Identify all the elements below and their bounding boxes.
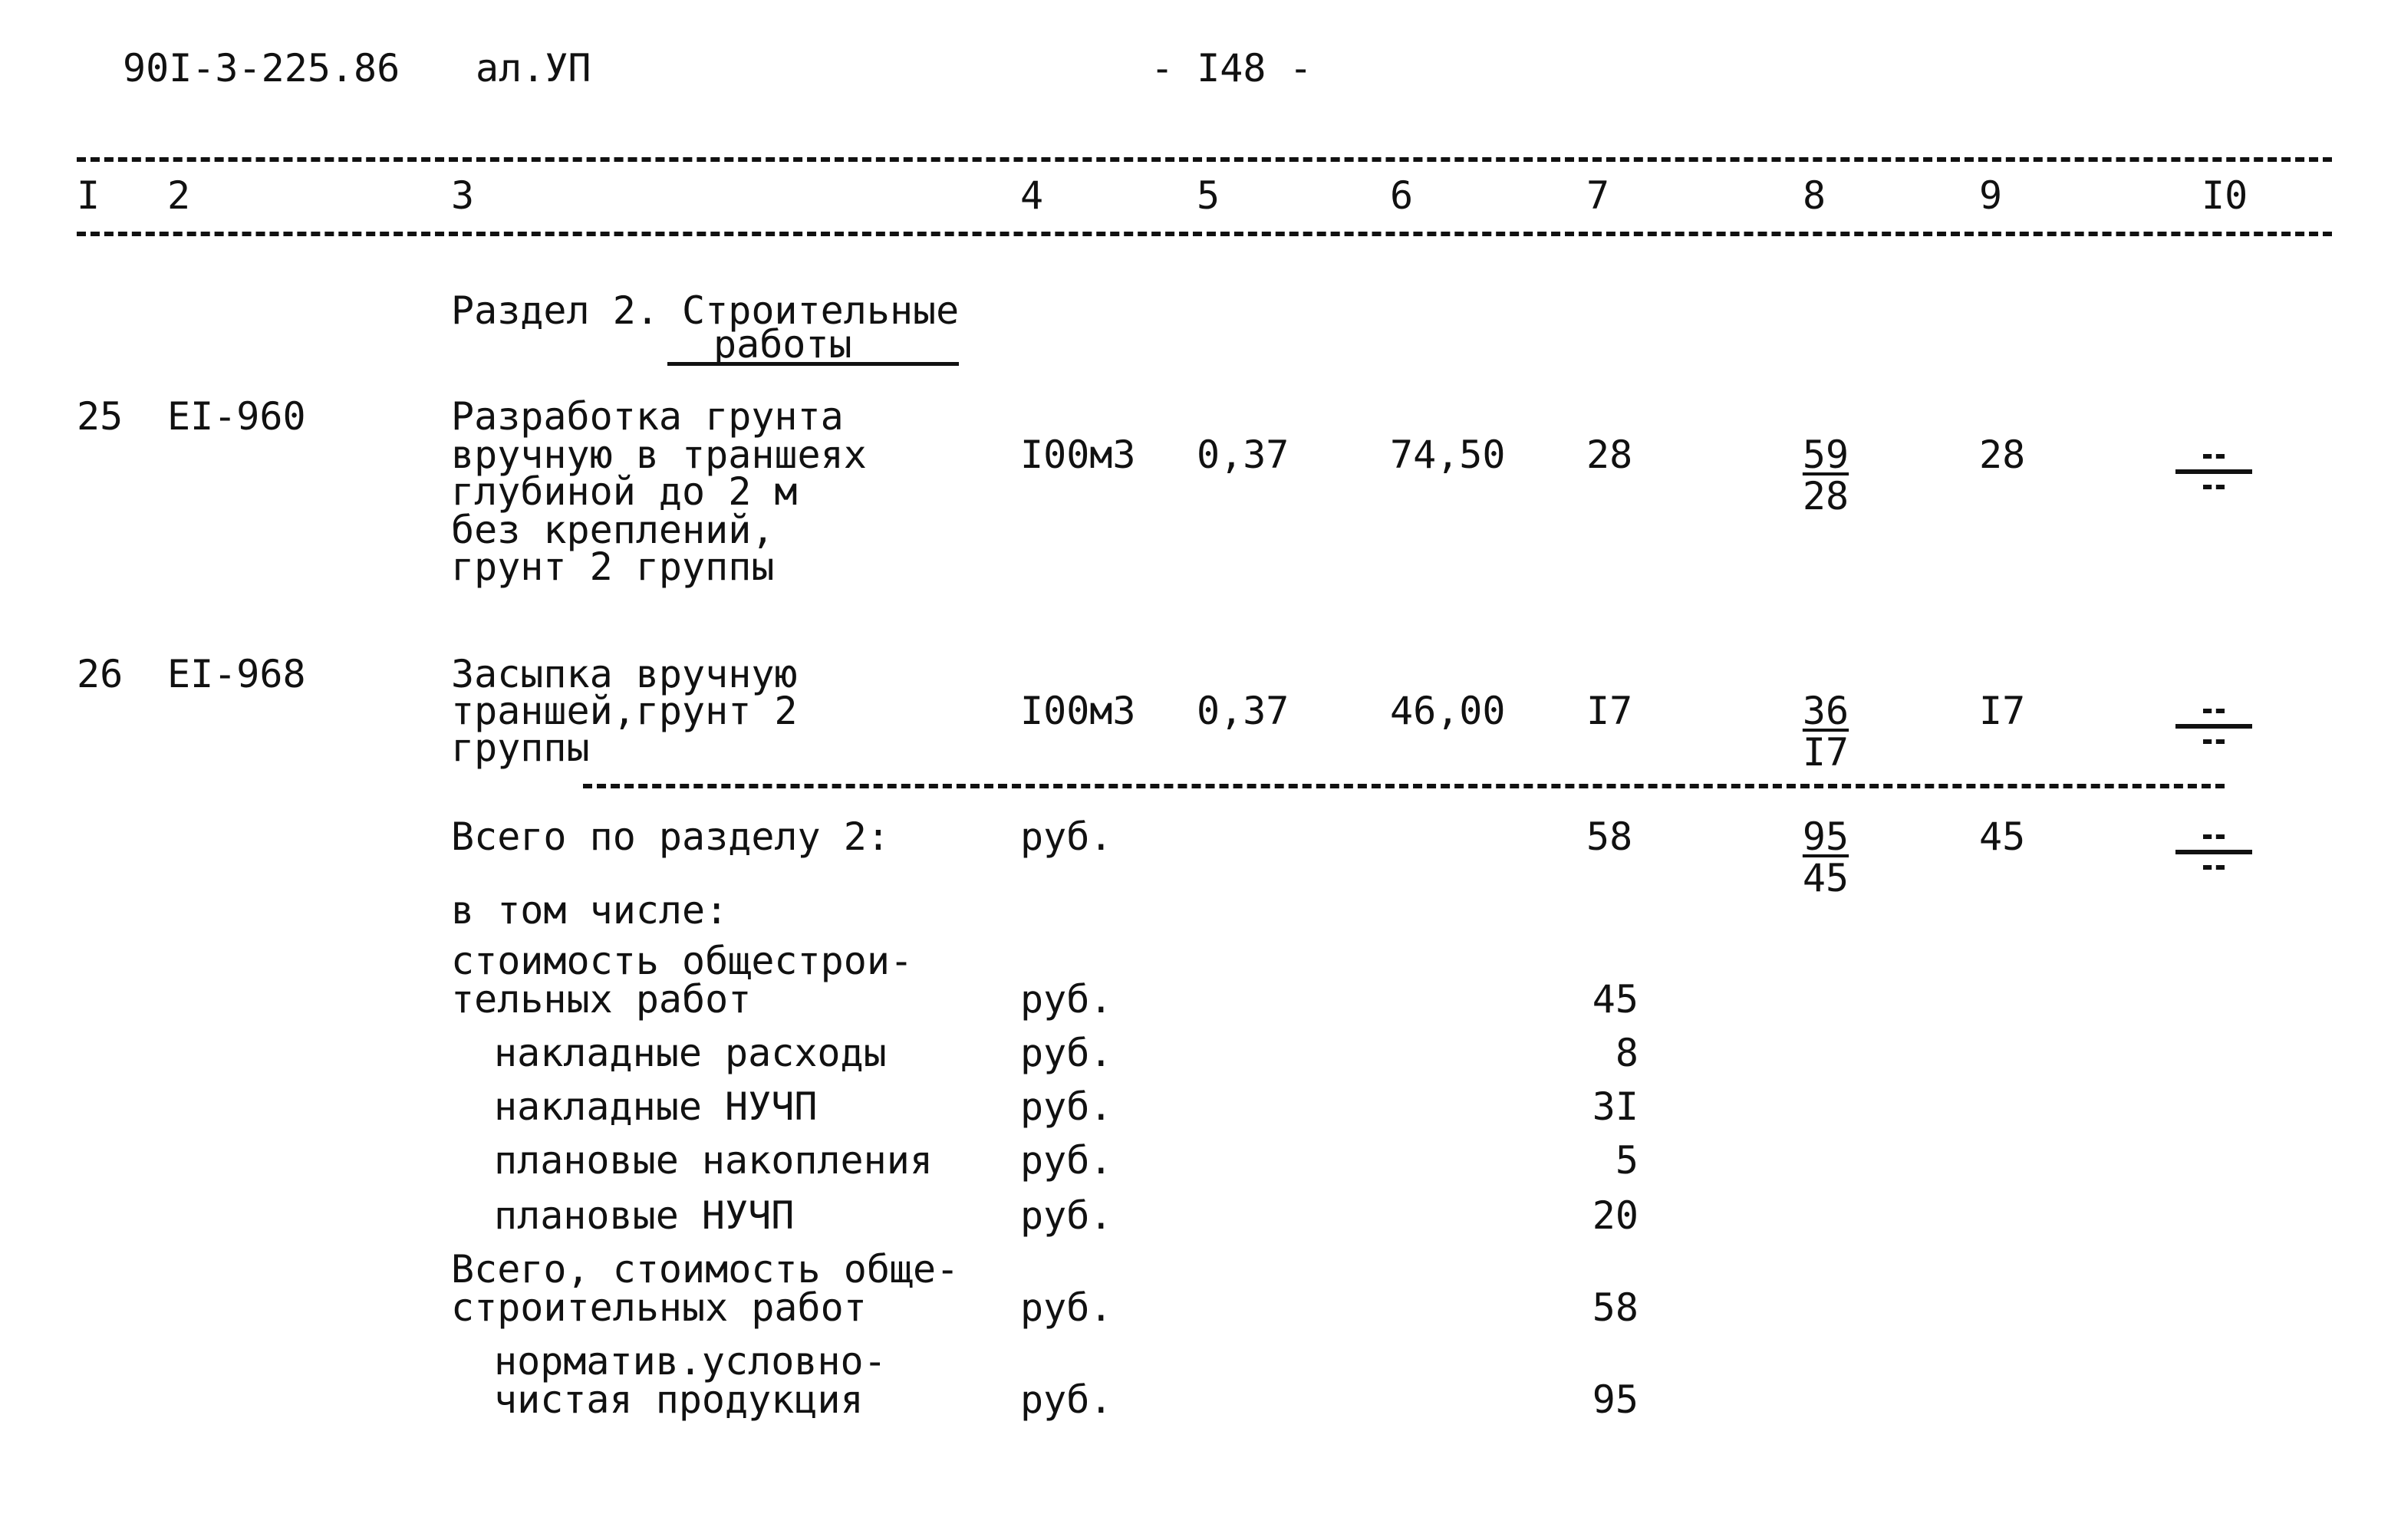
item-label-line: тельных работ bbox=[451, 977, 752, 1022]
row-description-line: вручную в траншеях bbox=[451, 433, 867, 477]
column-header-1: I bbox=[77, 173, 100, 218]
row-description-line: траншей,грунт 2 bbox=[451, 689, 798, 733]
row-number: 25 bbox=[77, 394, 124, 439]
cost-fraction bbox=[1780, 816, 1872, 899]
unit-price: 74,50 bbox=[1390, 433, 1506, 477]
row-description-line: Разработка грунта bbox=[451, 394, 844, 439]
page-number: - I48 - bbox=[1151, 46, 1312, 90]
item-label-line: Всего, стоимость обще- bbox=[451, 1247, 960, 1292]
unit-price: 46,00 bbox=[1390, 689, 1506, 733]
cost-fraction bbox=[1780, 434, 1872, 517]
item-unit: руб. bbox=[1020, 1084, 1113, 1129]
sheet-label: ал.УП bbox=[476, 46, 591, 90]
rate-code: EI-960 bbox=[167, 394, 306, 439]
item-value: 45 bbox=[1592, 977, 1639, 1022]
column-header-7: 7 bbox=[1586, 173, 1610, 218]
document-code: 90I-3-225.86 bbox=[123, 46, 400, 90]
total-cost: 28 bbox=[1586, 433, 1633, 477]
item-unit: руб. bbox=[1020, 1138, 1113, 1183]
column-header-3: 3 bbox=[451, 173, 475, 218]
section-title-underline bbox=[667, 362, 959, 366]
row-description-line: группы bbox=[451, 726, 590, 770]
fraction-denominator: 28 bbox=[1802, 474, 1849, 518]
column-header-6: 6 bbox=[1390, 173, 1414, 218]
header-top-rule bbox=[77, 157, 2332, 162]
division-sign-icon bbox=[2175, 825, 2252, 879]
totals-separator-rule bbox=[583, 784, 2225, 788]
quantity: 0,37 bbox=[1197, 433, 1289, 477]
item-value: 5 bbox=[1615, 1138, 1639, 1183]
fraction-numerator: 95 bbox=[1802, 814, 1849, 859]
item-unit: руб. bbox=[1020, 1193, 1113, 1238]
row-description-line: Засыпка вручную bbox=[451, 652, 798, 696]
item-label-line: строительных работ bbox=[451, 1285, 867, 1330]
including-label: в том числе: bbox=[451, 888, 729, 933]
fraction-denominator: I7 bbox=[1802, 730, 1849, 775]
rate-code: EI-968 bbox=[167, 652, 306, 696]
total-cost: I7 bbox=[1586, 689, 1633, 733]
section-title: Раздел 2. Строительные bbox=[451, 288, 960, 333]
column-header-2: 2 bbox=[167, 173, 191, 218]
division-sign-icon bbox=[2175, 699, 2252, 753]
row-description-line: грунт 2 группы bbox=[451, 545, 775, 589]
division-sign-icon bbox=[2175, 445, 2252, 499]
item-unit: руб. bbox=[1020, 1285, 1113, 1330]
row-description-line: без креплений, bbox=[451, 508, 775, 552]
column-header-4: 4 bbox=[1020, 173, 1044, 218]
quantity: 0,37 bbox=[1197, 689, 1289, 733]
row-description-line: глубиной до 2 м bbox=[451, 469, 798, 514]
column-9-value: 45 bbox=[1979, 814, 2026, 859]
section-total-unit: руб. bbox=[1020, 814, 1113, 859]
item-value: 20 bbox=[1592, 1193, 1639, 1238]
row-number: 26 bbox=[77, 652, 124, 696]
item-value: 58 bbox=[1592, 1285, 1639, 1330]
fraction-numerator: 59 bbox=[1802, 433, 1849, 477]
item-value: 3I bbox=[1592, 1084, 1639, 1129]
cost-fraction bbox=[1780, 690, 1872, 773]
fraction-numerator: 36 bbox=[1802, 689, 1849, 733]
section-total-label: Всего по разделу 2: bbox=[451, 814, 890, 859]
column-header-5: 5 bbox=[1197, 173, 1220, 218]
column-9-value: I7 bbox=[1979, 689, 2026, 733]
column-header-8: 8 bbox=[1803, 173, 1826, 218]
item-unit: руб. bbox=[1020, 977, 1113, 1022]
item-label-line: плановые НУЧП bbox=[494, 1193, 795, 1238]
section-title-cont: работы bbox=[713, 322, 852, 367]
item-label-line: норматив.условно- bbox=[494, 1339, 887, 1384]
item-label-line: накладные расходы bbox=[494, 1031, 887, 1075]
column-header-9: 9 bbox=[1979, 173, 2003, 218]
section-total-value: 58 bbox=[1586, 814, 1633, 859]
item-value: 8 bbox=[1615, 1031, 1639, 1075]
item-label-line: накладные НУЧП bbox=[494, 1084, 818, 1129]
unit: I00м3 bbox=[1020, 433, 1136, 477]
item-value: 95 bbox=[1592, 1377, 1639, 1422]
column-9-value: 28 bbox=[1979, 433, 2026, 477]
item-unit: руб. bbox=[1020, 1377, 1113, 1422]
column-header-10: I0 bbox=[2202, 173, 2248, 218]
item-label-line: чистая продукция bbox=[494, 1377, 864, 1422]
fraction-denominator: 45 bbox=[1802, 856, 1849, 900]
item-label-line: плановые накопления bbox=[494, 1138, 933, 1183]
item-label-line: стоимость общестрои- bbox=[451, 939, 914, 983]
unit: I00м3 bbox=[1020, 689, 1136, 733]
item-unit: руб. bbox=[1020, 1031, 1113, 1075]
header-bottom-rule bbox=[77, 232, 2332, 236]
